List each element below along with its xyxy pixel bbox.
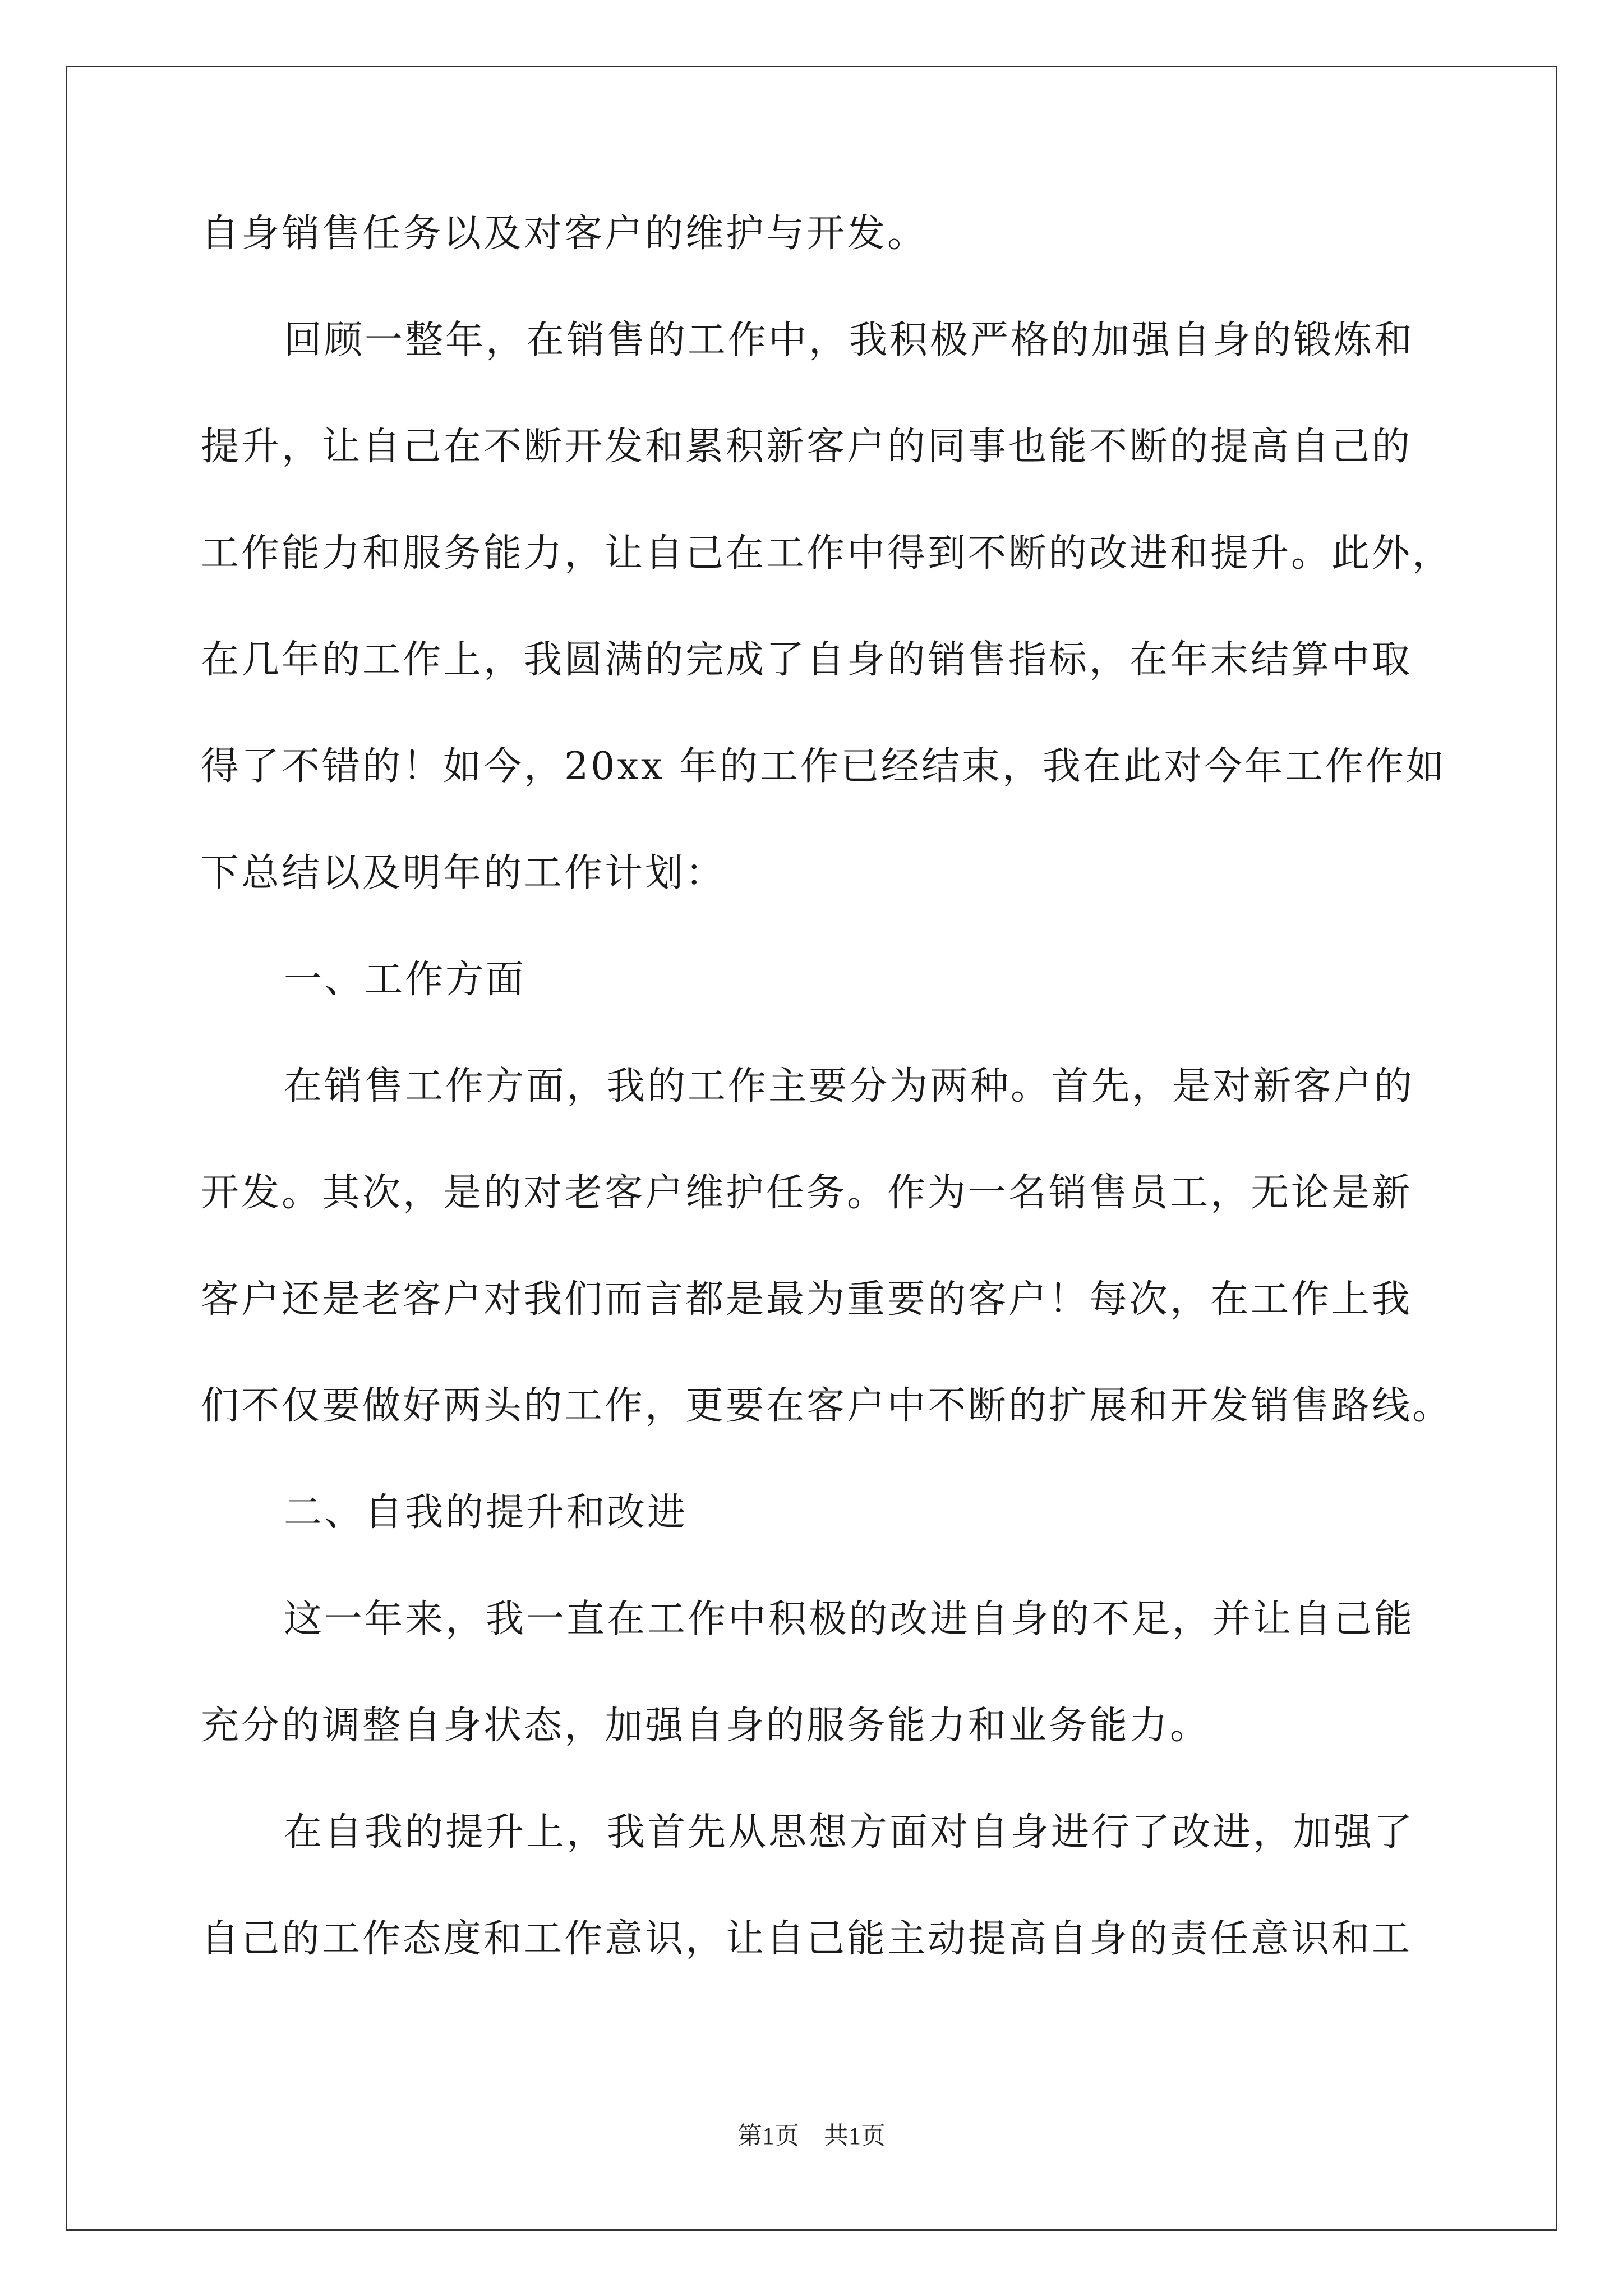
section-heading-work: 一、工作方面: [284, 958, 527, 1002]
text-line-3: 提升，让自己在不断开发和累积新客户的同事也能不断的提高自己的: [201, 425, 1413, 469]
text-line-7: 下总结以及明年的工作计划：: [201, 851, 726, 895]
text-line-2: 回顾一整年，在销售的工作中，我积极严格的加强自身的锻炼和: [284, 318, 1415, 362]
text-line-6: 得了不错的！如今，20xx 年的工作已经结束，我在此对今年工作作如: [201, 744, 1446, 789]
text-line-10: 开发。其次，是的对老客户维护任务。作为一名销售员工，无论是新: [201, 1171, 1413, 1215]
text-line-17: 自己的工作态度和工作意识，让自己能主动提高自身的责任意识和工: [201, 1917, 1413, 1961]
text-line-9: 在销售工作方面，我的工作主要分为两种。首先，是对新客户的: [284, 1064, 1415, 1108]
text-line-12: 们不仅要做好两头的工作，更要在客户中不断的扩展和开发销售路线。: [201, 1384, 1453, 1428]
page-footer: 第1页 共1页: [737, 2122, 886, 2150]
page-border: [66, 66, 1557, 2231]
text-line-5: 在几年的工作上，我圆满的完成了自身的销售指标，在年末结算中取: [201, 638, 1413, 682]
section-heading-improvement: 二、自我的提升和改进: [284, 1490, 688, 1535]
text-line-1: 自身销售任务以及对客户的维护与开发。: [201, 211, 928, 256]
text-line-11: 客户还是老客户对我们而言都是最为重要的客户！每次，在工作上我: [201, 1277, 1413, 1322]
text-line-14: 这一年来，我一直在工作中积极的改进自身的不足，并让自己能: [284, 1597, 1415, 1641]
text-line-4: 工作能力和服务能力，让自己在工作中得到不断的改进和提升。此外，: [201, 531, 1453, 576]
text-line-16: 在自我的提升上，我首先从思想方面对自身进行了改进，加强了: [284, 1810, 1415, 1855]
text-line-15: 充分的调整自身状态，加强自身的服务能力和业务能力。: [201, 1704, 1211, 1748]
